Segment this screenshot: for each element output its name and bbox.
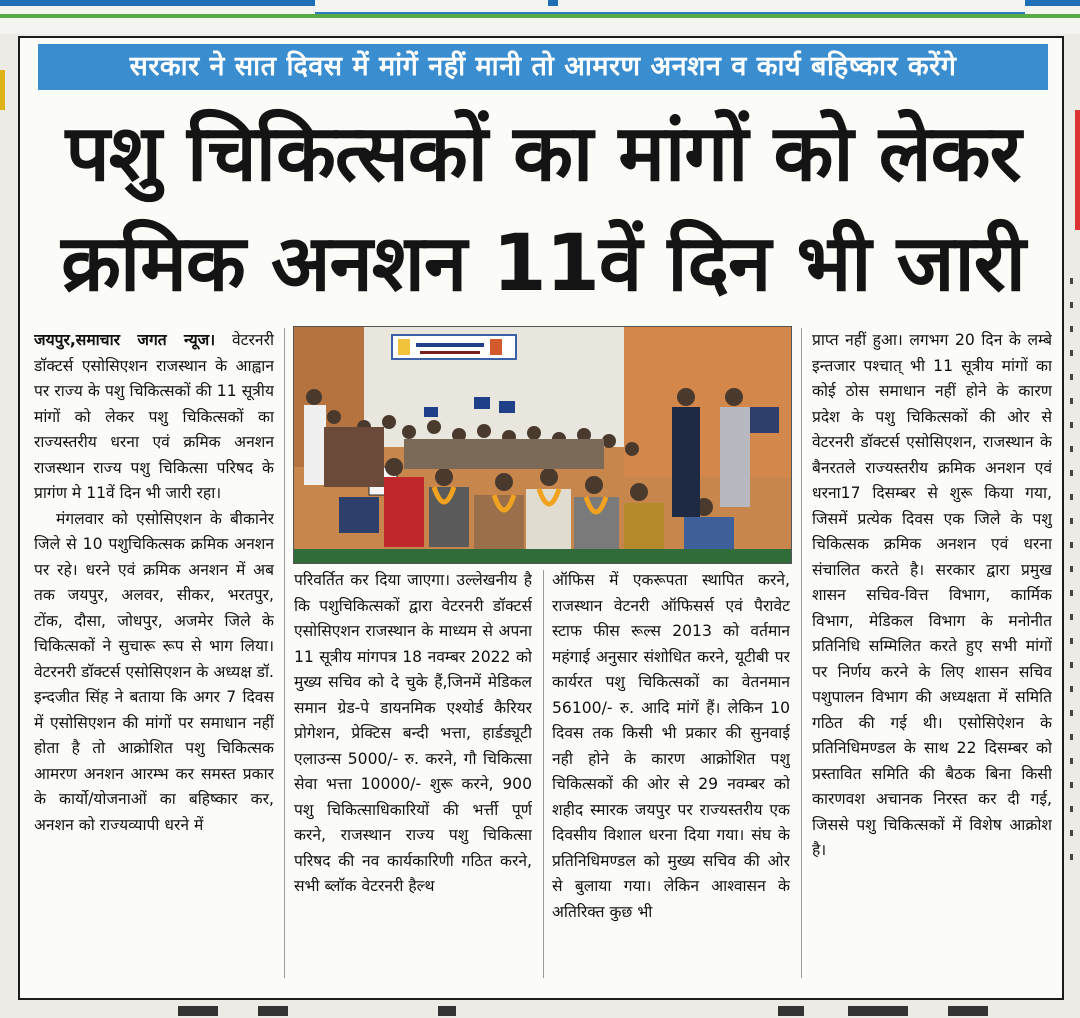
- headline-line-1: पशु चिकित्सकों का मांगों को लेकर: [65, 109, 1021, 199]
- top-tab-marker: [548, 0, 558, 6]
- column-rule-3: [801, 328, 802, 978]
- protest-photo: [293, 326, 792, 564]
- right-red-edge: [1075, 110, 1080, 230]
- column-rule-1: [284, 328, 285, 978]
- article-column-3: [552, 568, 790, 978]
- top-tab: [315, 0, 1025, 14]
- top-green-rule: [0, 14, 1080, 18]
- top-strip: [0, 0, 1080, 34]
- paragraph-2: मंगलवार को एसोसिएशन के बीकानेर जिले से 10 पशुचिकित्सक क्रमिक अनशन पर रहे। धरने एवं क्रमिक अनशन में अब तक जयपुर, अलवर, सीकर, भरतपुर, टोंक, दौसा, जोधपुर, अजमेर जिले के चिकित्सकों ने सुचारू रूप से भाग लिया। वेटरनरी डॉक्टर्स एसोसिएशन के अध्यक्ष डॉ. इन्दजीत सिंह ने बताया कि अगर 7 दिवस में एसोसिएशन की मांगों पर समाधान नहीं होता है तो आक्रोशित पशु चिकित्सक आमरण अनशन आरम्भ कर समस्त प्रकार के कार्यो/योजनाओं का बहिष्कार कर, अनशन को राज्यव्यापी धरने में: [34, 509, 274, 834]
- article-column-4: [812, 328, 1052, 978]
- article-column-1: [34, 328, 274, 978]
- headline-line-2: क्रमिक अनशन 11वें दिन भी जारी: [61, 219, 1025, 309]
- dateline: जयपुर,समाचार जगत न्यूज।: [34, 331, 216, 349]
- column-rule-2: [543, 570, 544, 978]
- paragraph-3: परिवर्तित कर दिया जाएगा। उल्लेखनीय है कि पशुचिकित्सकों द्वारा वेटरनरी डॉक्टर्स एसोसिएशन राजस्थान के माध्यम से अपना 11 सूत्रीय मांगपत्र 18 नवम्बर 2022 को मुख्य सचिव को दे चुके हैं,जिनमें मेडिकल समान ग्रेड-पे डायनमिक एश्योर्ड कैरियर प्रोगेशन, प्रेक्टिस बन्दी भत्ता, हार्डड्यूटी एलाउन्स 5000/- रु. करने, गौ चिकित्सा सेवा भत्ता 10000/- शुरू करने, 900 पशु चिकित्साधिकारियों की भर्त्ती पूर्ण करने, राजस्थान राज्य पशु चिकित्सा परिषद की नव कार्यकारिणी गठित करने, सभी ब्लॉक वेटरनरी हैल्थ: [294, 571, 532, 895]
- right-edge-marks: [1064, 260, 1080, 980]
- kicker-banner: सरकार ने सात दिवस में मांगें नहीं मानी तो आमरण अनशन व कार्य बहिष्कार करेंगे: [38, 44, 1048, 90]
- paragraph-1: वेटरनरी डॉक्टर्स एसोसिएशन राजस्थान के आह्वान पर राज्य के पशु चिकित्सकों की 11 सूत्रीय मांगों को लेकर पशु चिकित्सकों का राज्यस्तरीय धरना एवं क्रमिक अनशन राजस्थान राज्य पशु चिकित्सा परिषद के प्रागंण मे 11वें दिन भी जारी रहा।: [34, 331, 274, 502]
- left-color-tick: [0, 70, 5, 110]
- paragraph-5: प्राप्त नहीं हुआ। लगभग 20 दिन के लम्बे इन्तजार पश्चात् भी 11 सूत्रीय मांगों का कोई ठोस समाधान नहीं होने के कारण प्रदेश के पशु चिकित्सकों की ओर से वेटरनरी डॉक्टर्स एसोसिएशन, राजस्थान के बैनरतले राज्यस्तरीय क्रमिक अनशन एवं धरना17 दिसम्बर से शुरू किया गया, जिसमें प्रत्येक दिवस एक जिले के पशु चिकित्सक क्रमिक अनशन एवं धरना संचालित करते है। सरकार द्वारा प्रमुख शासन सचिव-वित्त विभाग, कार्मिक विभाग, मेडिकल विभाग के मनोनीत प्रतिनिधि सम्मिलित करते हुए सभी मांगों पर निर्णय करने के लिए शासन सचिव पशुपालन विभाग की अध्यक्षता में समिति गठित की गई थी। एसोसिऐशन के प्रतिनिधिमण्डल के साथ 22 दिसम्बर को प्रस्तावित समिति की बैठक बिना किसी कारणवश अचानक निरस्त कर दी गई, जिससे पशु चिकित्सकों में विशेष आक्रोश है।: [812, 331, 1052, 859]
- paragraph-4: ऑफिस में एकरूपता स्थापित करने, राजस्थान वेटनरी ऑफिसर्स एवं पैरावेट स्टाफ फीस रूल्स 2013 को वर्तमान महंगाई अनुसार संशोधित करने, यूटीबी पर कार्यरत पशु चिकित्सकों का वेतनमान 56100/- रु. आदि मांगें हैं। लेकिन 10 दिवस तक किसी भी प्रकार की सुनवाई नही होने के कारण आक्रोशित पशु चिकित्सकों की ओर से 29 नवम्बर को शहीद स्मारक जयपुर पर राज्यस्तरीय एक दिवसीय विशाल धरना दिया गया। संघ के प्रतिनिधिमण्डल को मुख्य सचिव की ओर से बुलाया गया। लेकिन आश्वासन के अतिरिक्त कुछ भी: [552, 571, 790, 921]
- article-column-2: [294, 568, 532, 978]
- bottom-cut-off-headline: [18, 1000, 1080, 1018]
